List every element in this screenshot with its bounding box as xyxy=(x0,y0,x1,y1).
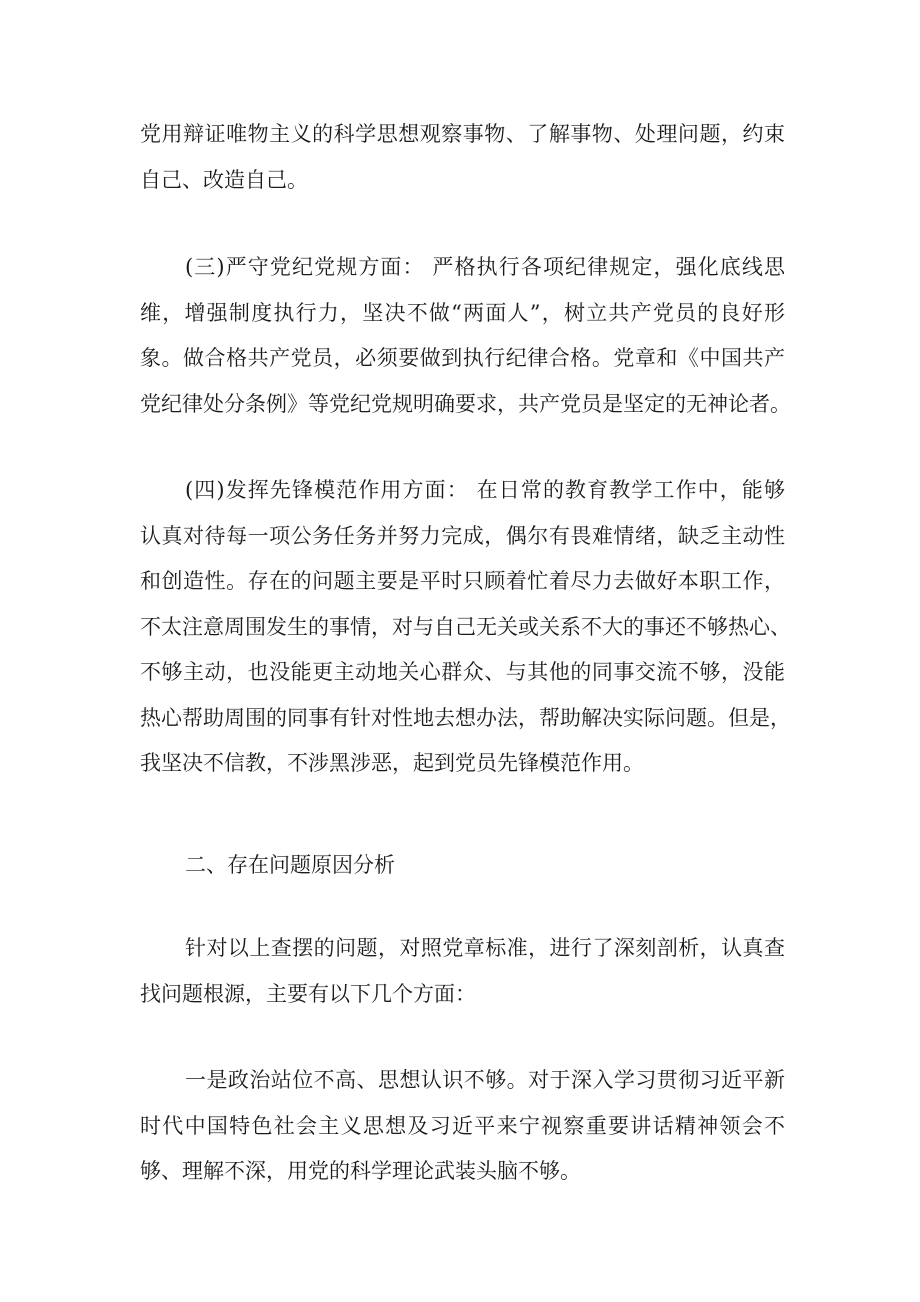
text-line: 和创造性。存在的问题主要是平时只顾着忙着尽力去做好本职工作， xyxy=(140,569,785,593)
paragraph-discipline xyxy=(140,245,791,427)
text-line: 自己、改造自己。 xyxy=(140,167,308,192)
paragraph-first-reason xyxy=(140,1058,785,1195)
text-line: 找问题根源，主要有以下几个方面： xyxy=(140,981,476,1006)
text-line: 热心帮助周围的同事有针对性地去想办法，帮助解决实际问题。但是， xyxy=(140,705,791,730)
text-line: 针对以上查摆的问题，对照党章标准，进行了深刻剖析，认真查 xyxy=(185,936,785,960)
text-line: (三)严守党纪党规方面： 严格执行各项纪律规定，强化底线思 xyxy=(185,255,785,279)
text-line: 象。做合格共产党员，必须要做到执行纪律合格。党章和《中国共产 xyxy=(140,346,785,370)
paragraph-continuation xyxy=(140,112,785,203)
text-line: 够、理解不深，用党的科学理论武装头脑不够。 xyxy=(140,1159,581,1183)
section-heading xyxy=(140,843,785,889)
text-line: (四)发挥先锋模范作用方面： 在日常的教育教学工作中，能够 xyxy=(185,478,785,502)
text-line: 维，增强制度执行力，坚决不做“两面人”，树立共产党员的良好形 xyxy=(140,300,785,325)
text-line: 时代中国特色社会主义思想及习近平来宁视察重要讲话精神领会不 xyxy=(140,1113,785,1138)
text-line: 不太注意周围发生的事情，对与自己无关或关系不大的事还不够热心、 xyxy=(140,614,791,639)
paragraph-analysis xyxy=(140,926,785,1017)
text-line: 我坚决不信教，不涉黑涉恶，起到党员先锋模范作用。 xyxy=(140,751,644,775)
text-line: 党用辩证唯物主义的科学思想观察事物、了解事物、处理问题，约束 xyxy=(140,122,785,146)
text-line: 党纪律处分条例》等党纪党规明确要求，共产党员是坚定的无神论者。 xyxy=(140,391,791,416)
text-line: 不够主动，也没能更主动地关心群众、与其他的同事交流不够，没能 xyxy=(140,660,785,684)
text-line: 一是政治站位不高、思想认识不够。对于深入学习贯彻习近平新 xyxy=(185,1068,785,1092)
heading-text: 二、存在问题原因分析 xyxy=(185,853,395,877)
text-line: 认真对待每一项公务任务并努力完成，偶尔有畏难情绪，缺乏主动性 xyxy=(140,523,785,548)
paragraph-vanguard xyxy=(140,468,791,787)
